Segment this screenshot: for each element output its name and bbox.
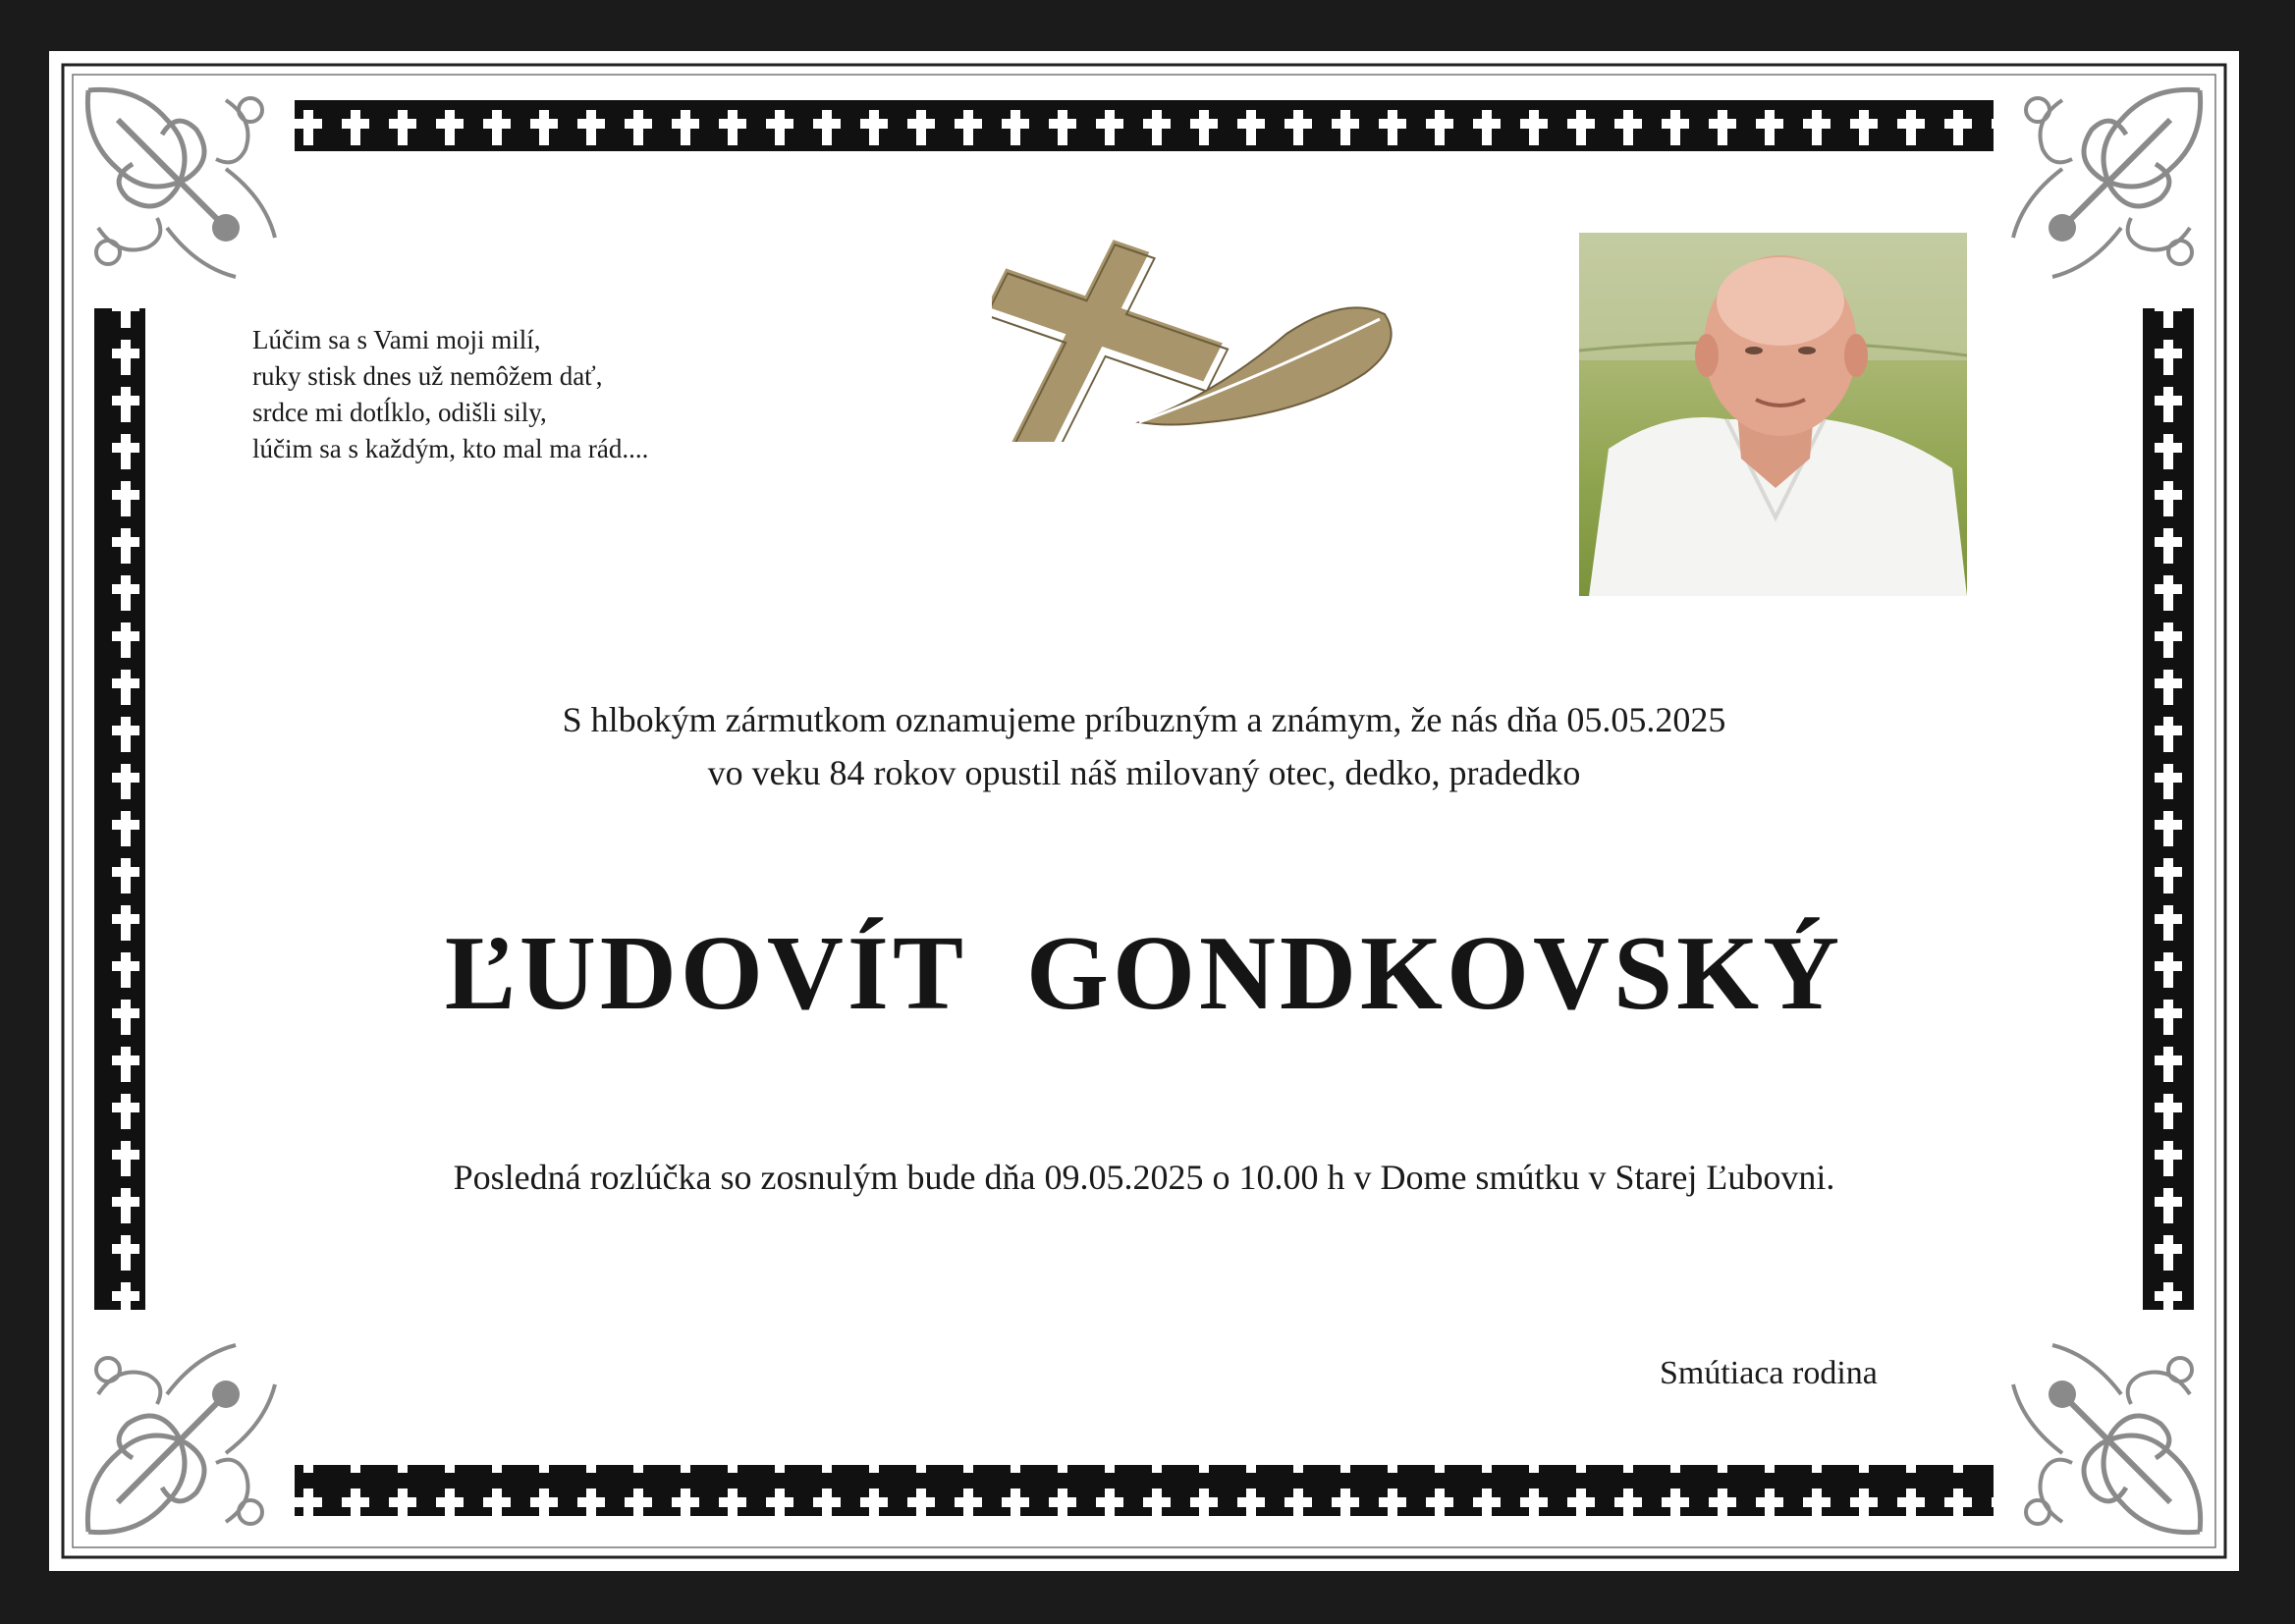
poem-line: ruky stisk dnes už nemôžem dať, <box>252 361 603 391</box>
poem-line: lúčim sa s každým, kto mal ma rád.... <box>252 434 649 463</box>
portrait-photo <box>1579 233 1967 596</box>
corner-ornament-bottom-left <box>87 1345 275 1533</box>
cross-with-feather-icon <box>992 196 1424 442</box>
deceased-name: ĽUDOVÍT GONDKOVSKÝ <box>444 915 1844 1032</box>
poem-line: srdce mi dotĺklo, odišli sily, <box>252 398 547 427</box>
poem-line: Lúčim sa s Vami moji milí, <box>252 325 541 354</box>
portrait-illustration <box>1579 233 1967 596</box>
corner-ornament-top-right <box>2013 89 2201 277</box>
farewell-info: Posledná rozlúčka so zosnulým bude dňa 09.05.2025 o 10.00 h v Dome smútku v Starej Ľubovni. <box>453 1158 1835 1197</box>
signature: Smútiaca rodina <box>1660 1355 1878 1391</box>
poem <box>252 322 648 467</box>
border-top <box>295 100 1994 151</box>
border-bottom <box>295 1465 1994 1516</box>
corner-ornament-bottom-right <box>2013 1345 2201 1533</box>
announcement-line-1: S hlbokým zármutkom oznamujeme príbuzným a známym, že nás dňa 05.05.2025 <box>562 700 1726 739</box>
obituary-sheet <box>49 51 2239 1571</box>
corner-ornament-top-left <box>87 89 275 277</box>
announcement-line-2: vo veku 84 rokov opustil náš milovaný otec, dedko, pradedko <box>707 753 1581 792</box>
